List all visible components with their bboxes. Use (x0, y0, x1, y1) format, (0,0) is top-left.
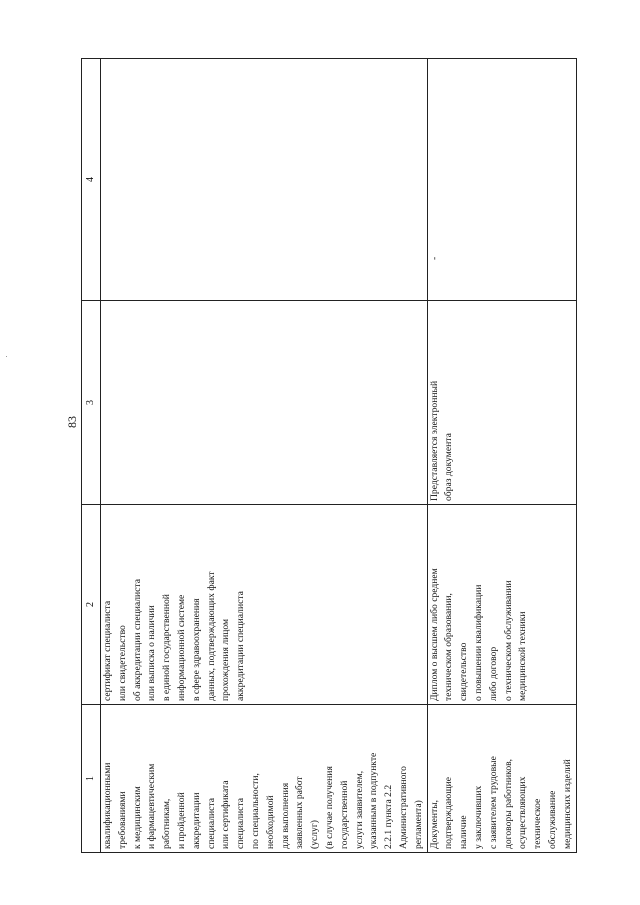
documents-cell: Диплом о высшем либо среднем техническом образовании, свидетельство о повышении квалификации либо договор о техническом обслуживании медицинской техники (427, 505, 576, 705)
column-header-1: 1 (82, 705, 101, 853)
column-header-4: 4 (82, 59, 101, 301)
table-row (427, 59, 576, 853)
note-cell: - (427, 59, 576, 301)
table-header-row (82, 59, 101, 853)
scan-speck (6, 356, 7, 357)
form-cell: Представляется электронный образ документа (427, 301, 576, 505)
page-number: 83 (65, 416, 79, 428)
column-header-2: 2 (82, 505, 101, 705)
table-row (101, 59, 428, 853)
document-table (81, 58, 577, 853)
note-cell (101, 59, 428, 301)
requirement-cell: Документы, подтверждающие наличие у заключивших с заявителем трудовые договоры работников, осуществляющих техническое обслуживание медицинских изделий (427, 705, 576, 853)
column-header-3: 3 (82, 301, 101, 505)
document-table-rotated (81, 59, 573, 853)
requirement-cell: квалификационными требованиями к медицинским и фармацевтическим работникам, и пройденной аккредитации специалиста или сертификата специалиста по специальности, необходимой для выполнения заявленных работ (услуг) (в случае получения государственной услуги заявителем, указанным в подпункте 2.2.1 пункта 2.2 Административного регламента) (101, 705, 428, 853)
form-cell (101, 301, 428, 505)
documents-cell: сертификат специалиста или свидетельство об аккредитации специалиста или выписка о наличии в единой государственной информационной системе в сфере здравоохранения данных, подтверждающих факт прохождения лицом аккредитации специалиста (101, 505, 428, 705)
